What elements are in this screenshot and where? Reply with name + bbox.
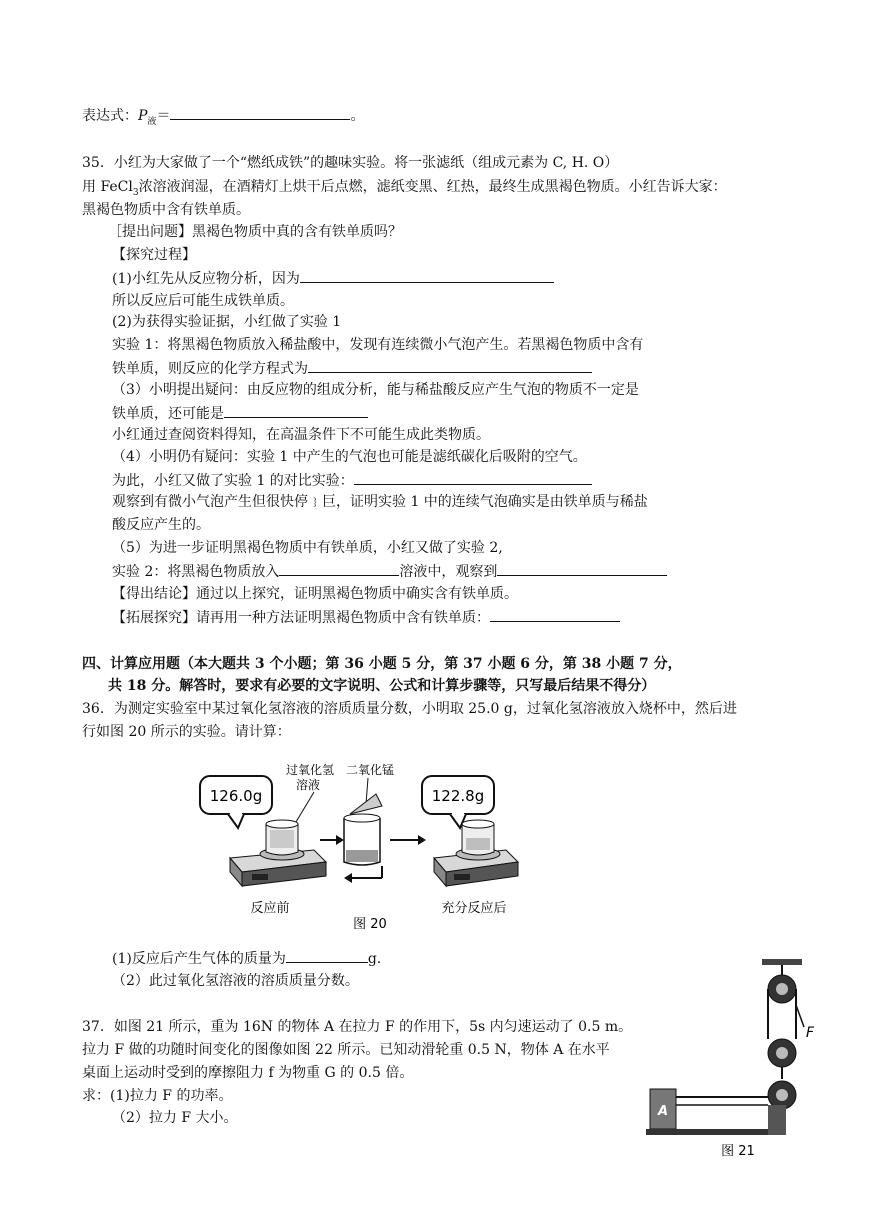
q35-line13: 小红通过查阅资料得知，在高温条件下不可能生成此类物质。 [112,427,490,443]
q35-line15-text: 为此，小红又做了实验 1 的对比实验： [112,473,354,489]
fig21-caption: 图 21 [721,1144,755,1159]
mno2-spatula [350,794,382,814]
q35-question: ［提出问题】黑褐色物质中真的含有铁单质吗？ [108,224,402,240]
ceiling [762,959,802,965]
q35-process-heading: 【探究过程】 [112,247,196,263]
q35-line9: 实验 1：将黑褐色物质放入稀盐酸中，发现有连续微小气泡产生。若黑褐色物质中含有 [112,337,644,353]
expr-prefix: 表达式： [82,108,138,124]
q35-line19 [112,561,667,581]
q36-line1: 36．为测定实验室中某过氧化氢溶液的溶质质量分数，小明取 25.0 g，过氧化氢溶液放入烧杯中，然后进 [82,701,737,717]
q36-sub2: （2）此过氧化氢溶液的溶质质量分数。 [112,973,359,989]
figure-21 [640,955,818,1163]
section4-heading-line1: 四、计算应用题（本大题共 3 个小题；第 36 小题 5 分，第 37 小题 6 分，第 38 小题 7 分， [82,656,682,672]
fig20-caption: 图 20 [353,917,387,932]
q37-line5: （2）拉力 F 大小。 [112,1110,238,1126]
label-h2o2: 过氧化氢 [286,763,335,777]
answer-blank[interactable] [170,105,350,120]
figure-20 [186,758,526,936]
label-mno2: 二氧化锰 [346,763,395,777]
q35-line15 [112,470,592,490]
answer-blank[interactable] [286,948,368,963]
label-before: 反应前 [250,901,290,916]
q37-line2: 拉力 F 做的功随时间变化的图像如图 22 所示。已知动滑轮重 0.5 N，物体 A 在水平 [82,1042,610,1058]
expr-sub: 液 [147,116,157,127]
q36-sub1-text: (1)反应后产生气体的质量为 [112,951,286,967]
label-F: F [806,1025,815,1041]
q35-line21-text: 【拓展探究】请再用一种方法证明黑褐色物质中含有铁单质： [112,610,490,626]
expr-eq: ＝ [156,108,171,124]
movable-pulley [768,1039,796,1079]
q35-line6-text: (1)小红先从反应物分析，因为 [112,271,300,287]
q35-line10-text: 铁单质，则反应的化学方程式为 [112,361,308,377]
mass-before: 126.0g [209,787,263,805]
q37-line4: 求：(1)拉力 F 的功率。 [82,1088,233,1104]
balance-before [230,820,326,886]
section4-heading-line2: 共 18 分。解答时，要求有必要的文字说明、公式和计算步骤等，只写最后结果不得分） [108,678,656,694]
answer-blank[interactable] [224,403,368,418]
table-pulley [768,1081,796,1109]
q35-line8: (2)为获得实验证据，小红做了实验 1 [112,314,342,330]
q35-line17: 酸反应产生的。 [112,517,210,533]
balance-after [434,820,518,886]
q35-line20: 【得出结论】通过以上探究，证明黑褐色物质中确实含有铁单质。 [112,586,518,602]
q35-line12 [112,403,368,423]
q37-line3: 桌面上运动时受到的摩擦阻力 f 为物重 G 的 0.5 倍。 [82,1065,414,1081]
q35-line21 [112,607,620,627]
q35-line2b: 浓溶液润湿，在酒精灯上烘干后点燃，滤纸变黑、红热，最终生成黑褐色物质。小红告诉大家： [138,179,727,195]
expr-end: 。 [350,108,365,124]
q35-line2-sub: 3 [132,187,139,198]
q35-line7: 所以反应后可能生成铁单质。 [112,293,294,309]
block-A [650,1089,676,1129]
q35-line19a: 实验 2：将黑褐色物质放入 [112,564,280,580]
expr-var: P [138,108,148,124]
force-arrow [796,1005,815,1041]
q36-sub1-unit: g. [367,951,382,967]
q35-line3: 黑褐色物质中含有铁单质。 [82,202,250,218]
fixed-pulley-top [768,965,796,1003]
q35-line16: 观察到有微小气泡产生但很快停﹜巨，证明实验 1 中的连续气泡确实是由铁单质与稀盐 [112,494,648,510]
q35-line2a: 用 FeCl [82,179,133,195]
answer-blank[interactable] [308,358,592,373]
answer-blank[interactable] [300,268,554,283]
q35-line12-text: 铁单质，还可能是 [112,406,224,422]
mass-after: 122.8g [431,787,485,805]
label-A: A [658,1104,669,1119]
answer-blank[interactable] [497,561,667,576]
label-after: 充分反应后 [441,901,507,916]
q36-sub1 [112,948,381,968]
q35-line2 [82,177,727,197]
mass-before-bubble [200,776,272,828]
middle-beaker [344,814,380,865]
q37-line1: 37．如图 21 所示，重为 16N 的物体 A 在拉力 F 的作用下，5s 内匀速运动了 0.5 m。 [82,1019,633,1035]
answer-blank[interactable] [354,470,592,485]
expression-line [82,105,364,125]
q35-line11: （3）小明提出疑问：由反应物的组成分析，能与稀盐酸反应产生气泡的物质不一定是 [112,382,639,398]
q35-line1: 35．小红为大家做了一个“燃纸成铁”的趣味实验。将一张滤纸（组成元素为 C, H. O） [82,155,619,171]
q35-line14: （4）小明仍有疑问：实验 1 中产生的气泡也可能是滤纸碳化后吸附的空气。 [112,449,587,465]
label-h2o2-2: 溶液 [296,778,321,792]
q35-line18: （5）为进一步证明黑褐色物质中有铁单质，小红又做了实验 2, [112,540,503,556]
answer-blank[interactable] [490,607,620,622]
q36-line2: 行如图 20 所示的实验。请计算： [82,724,291,740]
q35-line19b: 溶液中，观察到 [399,564,498,580]
q35-line10 [112,358,592,378]
q35-line6 [112,268,554,288]
answer-blank[interactable] [279,561,399,576]
